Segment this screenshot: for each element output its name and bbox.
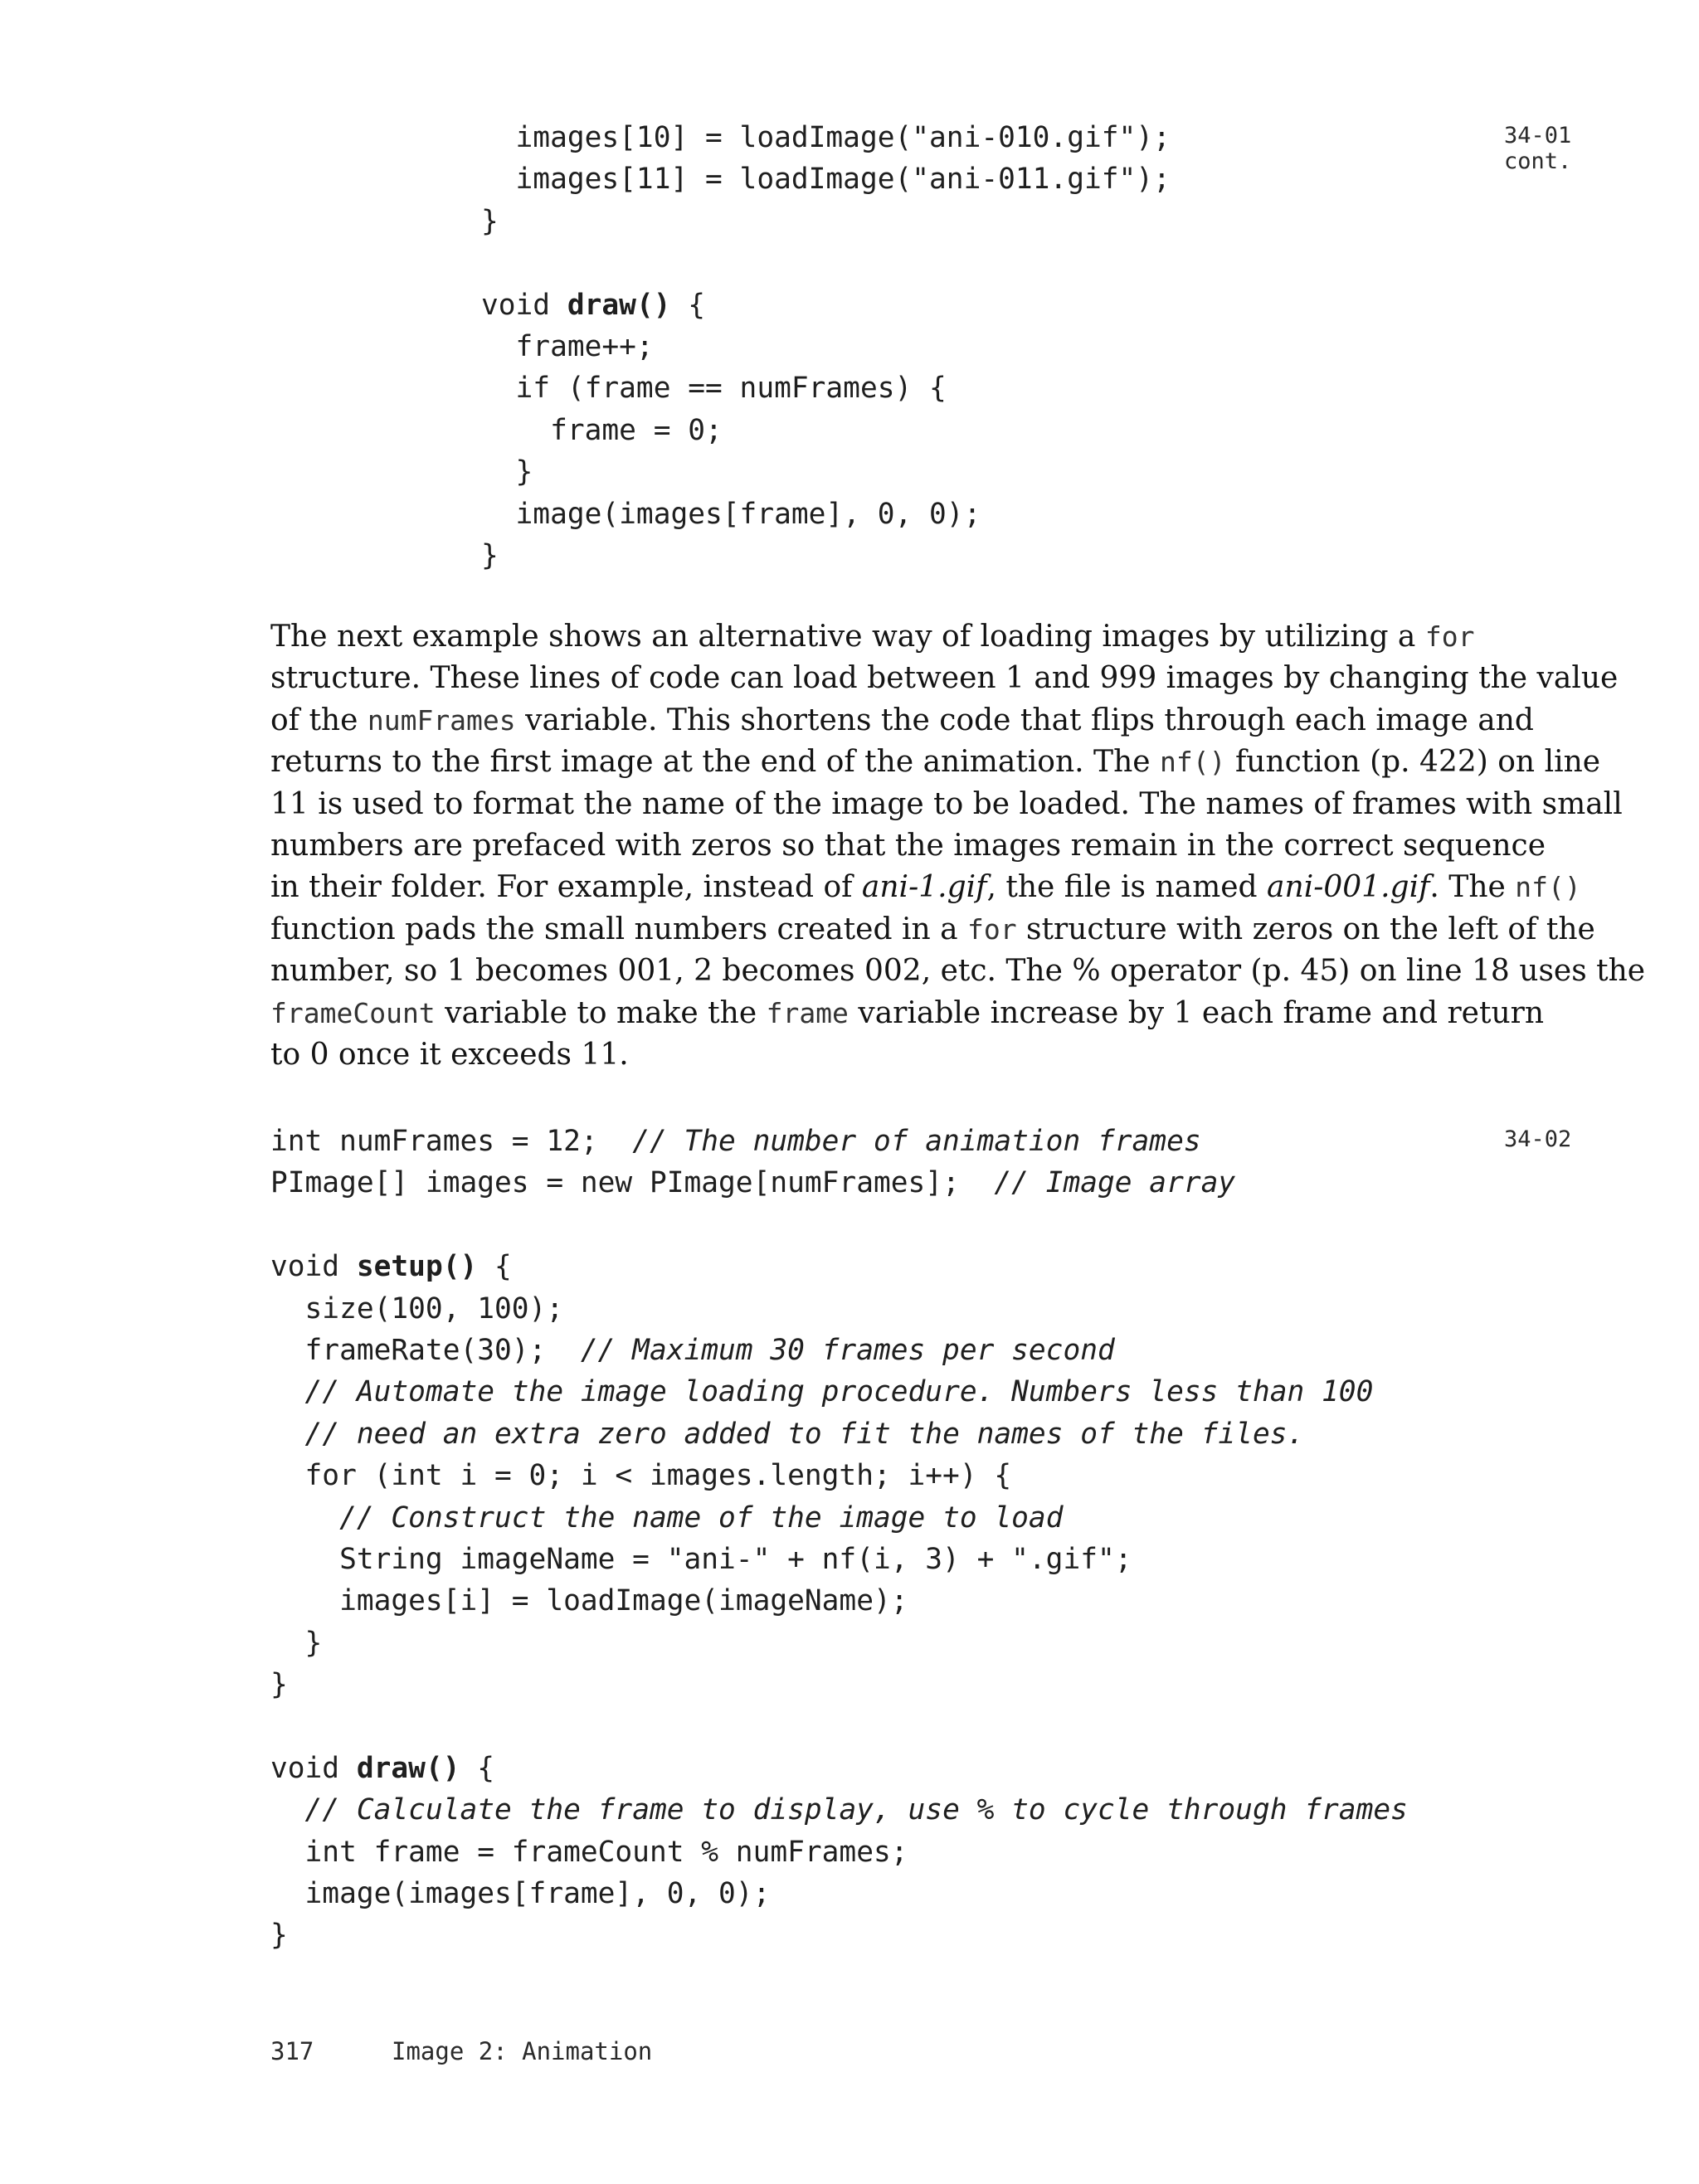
- text-run: function (p. 422) on line: [1225, 745, 1601, 780]
- code-text: void: [481, 288, 567, 322]
- code-text: [270, 1418, 305, 1451]
- code-text: size(100, 100);: [270, 1291, 564, 1325]
- paragraph-line: [270, 616, 1482, 658]
- code-text: int numFrames = 12;: [270, 1125, 633, 1158]
- code-text: for (int i = 0; i < images.length; i++) {: [270, 1459, 1012, 1493]
- code-line: [270, 1121, 1408, 1162]
- function-name: draw(): [356, 1751, 460, 1785]
- code-line: [270, 1330, 1408, 1371]
- paragraph-line: [270, 909, 1595, 951]
- code-comment: // Automate the image loading procedure. Numbers less than 100: [304, 1375, 1374, 1409]
- code-text: [270, 1793, 305, 1826]
- inline-code: nf(): [1160, 746, 1226, 779]
- code-line: [481, 535, 1171, 576]
- text-run: variable. This shortens the code that flips through each image and: [515, 703, 1534, 737]
- code-comment: // The number of animation frames: [632, 1125, 1201, 1158]
- code-line: [481, 285, 1171, 326]
- code-line: [270, 1873, 1408, 1914]
- text-run: The next example shows an alternative way of loading images by utilizing a: [270, 620, 1425, 654]
- code-text: }: [481, 204, 499, 238]
- code-line: [270, 1748, 1408, 1789]
- code-line: [270, 1204, 1408, 1246]
- listing-label-34-02: [1504, 1126, 1571, 1152]
- paragraph-line: [270, 993, 1545, 1034]
- page-number: 317: [270, 2037, 314, 2065]
- text-run: variable increase by 1 each frame and return: [848, 995, 1545, 1030]
- text-run: variable to make the: [435, 995, 767, 1030]
- text-run: numbers are prefaced with zeros so that the images remain in the correct sequence: [270, 828, 1546, 863]
- code-line: [481, 326, 1171, 367]
- code-text: {: [460, 1751, 495, 1785]
- code-text: }: [481, 538, 499, 572]
- inline-code: numFrames: [367, 703, 516, 737]
- code-text: }: [270, 1919, 288, 1953]
- listing-number: 34-02: [1504, 1126, 1572, 1152]
- paragraph-line: [270, 784, 1623, 825]
- inline-code: for: [967, 912, 1017, 946]
- text-run: structure with zeros on the left of the: [1016, 912, 1595, 946]
- code-line: [481, 451, 1171, 493]
- code-line: [270, 1371, 1408, 1413]
- code-comment: // Image array: [994, 1166, 1236, 1200]
- code-listing-34-02: [270, 1121, 1408, 1957]
- paragraph-line: [270, 742, 1601, 783]
- code-line: [270, 1288, 1408, 1330]
- inline-code: frameCount: [270, 996, 436, 1029]
- paragraph-line: [270, 700, 1534, 742]
- code-listing-34-01: [481, 117, 1171, 576]
- code-line: [481, 410, 1171, 451]
- body-paragraph: [270, 616, 1646, 1076]
- listing-continued: cont.: [1504, 148, 1572, 174]
- chapter-title: Image 2: Animation: [392, 2037, 653, 2065]
- code-text: {: [477, 1250, 512, 1284]
- code-line: [481, 367, 1171, 409]
- paragraph-line: [270, 951, 1646, 992]
- function-name: setup(): [356, 1250, 478, 1284]
- code-line: [481, 494, 1171, 535]
- code-line: [270, 1413, 1408, 1455]
- code-line: [481, 117, 1171, 158]
- code-line: [270, 1539, 1408, 1580]
- code-line: [270, 1914, 1408, 1956]
- code-line: [481, 242, 1171, 284]
- paragraph-line: [270, 867, 1581, 908]
- listing-number: 34-01: [1504, 123, 1572, 148]
- code-line: [270, 1831, 1408, 1873]
- code-comment: // Calculate the frame to display, use % to cycle through frames: [304, 1793, 1408, 1827]
- text-run: structure. These lines of code can load between 1 and 999 images by changing the value: [270, 661, 1619, 696]
- code-text: image(images[frame], 0, 0);: [270, 1877, 771, 1911]
- code-text: frameRate(30);: [270, 1333, 581, 1367]
- text-run: in their folder. For example, instead of: [270, 870, 862, 905]
- code-text: [270, 1501, 339, 1535]
- code-comment: // need an extra zero added to fit the names of the files.: [304, 1417, 1305, 1451]
- inline-code: nf(): [1515, 871, 1581, 904]
- paragraph-line: [270, 658, 1619, 699]
- code-text: images[i] = loadImage(imageName);: [270, 1584, 908, 1618]
- function-name: draw(): [567, 288, 671, 322]
- code-text: }: [270, 1668, 288, 1702]
- italic-text: ani-001.gif: [1267, 870, 1430, 905]
- code-line: [270, 1580, 1408, 1622]
- code-text: void: [270, 1751, 357, 1785]
- text-run: . The: [1429, 870, 1516, 905]
- code-text: }: [270, 1626, 323, 1660]
- code-text: {: [670, 288, 706, 322]
- text-run: of the: [270, 703, 368, 737]
- listing-label-34-01: [1504, 123, 1571, 174]
- paragraph-line: [270, 825, 1546, 867]
- code-text: [270, 1375, 305, 1408]
- code-text: image(images[frame], 0, 0);: [481, 497, 981, 531]
- code-text: PImage[] images = new PImage[numFrames];: [270, 1166, 995, 1200]
- italic-text: ani-1.gif: [861, 870, 987, 905]
- code-text: int frame = frameCount % numFrames;: [270, 1835, 908, 1869]
- code-comment: // Maximum 30 frames per second: [580, 1333, 1115, 1367]
- code-comment: // Construct the name of the image to load: [339, 1501, 1064, 1535]
- text-run: 11 is used to format the name of the image to be loaded. The names of frames with small: [270, 786, 1623, 821]
- code-text: }: [481, 455, 533, 489]
- code-text: frame = 0;: [481, 413, 723, 447]
- code-text: images[11] = loadImage("ani-011.gif");: [481, 163, 1171, 197]
- code-text: frame++;: [481, 329, 654, 363]
- code-line: [270, 1497, 1408, 1539]
- code-line: [481, 201, 1171, 242]
- code-text: String imageName = "ani-" + nf(i, 3) + ".gif";: [270, 1542, 1132, 1576]
- code-line: [270, 1789, 1408, 1831]
- code-text: if (frame == numFrames) {: [481, 372, 947, 406]
- text-run: function pads the small numbers created in a: [270, 912, 967, 946]
- paragraph-line: [270, 1034, 1482, 1076]
- code-line: [270, 1664, 1408, 1705]
- code-text: images[10] = loadImage("ani-010.gif");: [481, 121, 1171, 154]
- code-line: [270, 1246, 1408, 1287]
- text-run: number, so 1 becomes 001, 2 becomes 002, etc. The % operator (p. 45) on line 18 uses the: [270, 954, 1646, 989]
- text-run: returns to the first image at the end of the animation. The: [270, 745, 1161, 780]
- text-run: , the file is named: [986, 870, 1268, 905]
- code-line: [270, 1162, 1408, 1204]
- code-text: void: [270, 1250, 357, 1284]
- code-line: [270, 1622, 1408, 1664]
- code-line: [481, 158, 1171, 200]
- code-line: [270, 1455, 1408, 1496]
- inline-code: for: [1424, 620, 1475, 653]
- inline-code: frame: [766, 996, 849, 1029]
- code-line: [270, 1705, 1408, 1747]
- text-run: to 0 once it exceeds 11.: [270, 1037, 629, 1072]
